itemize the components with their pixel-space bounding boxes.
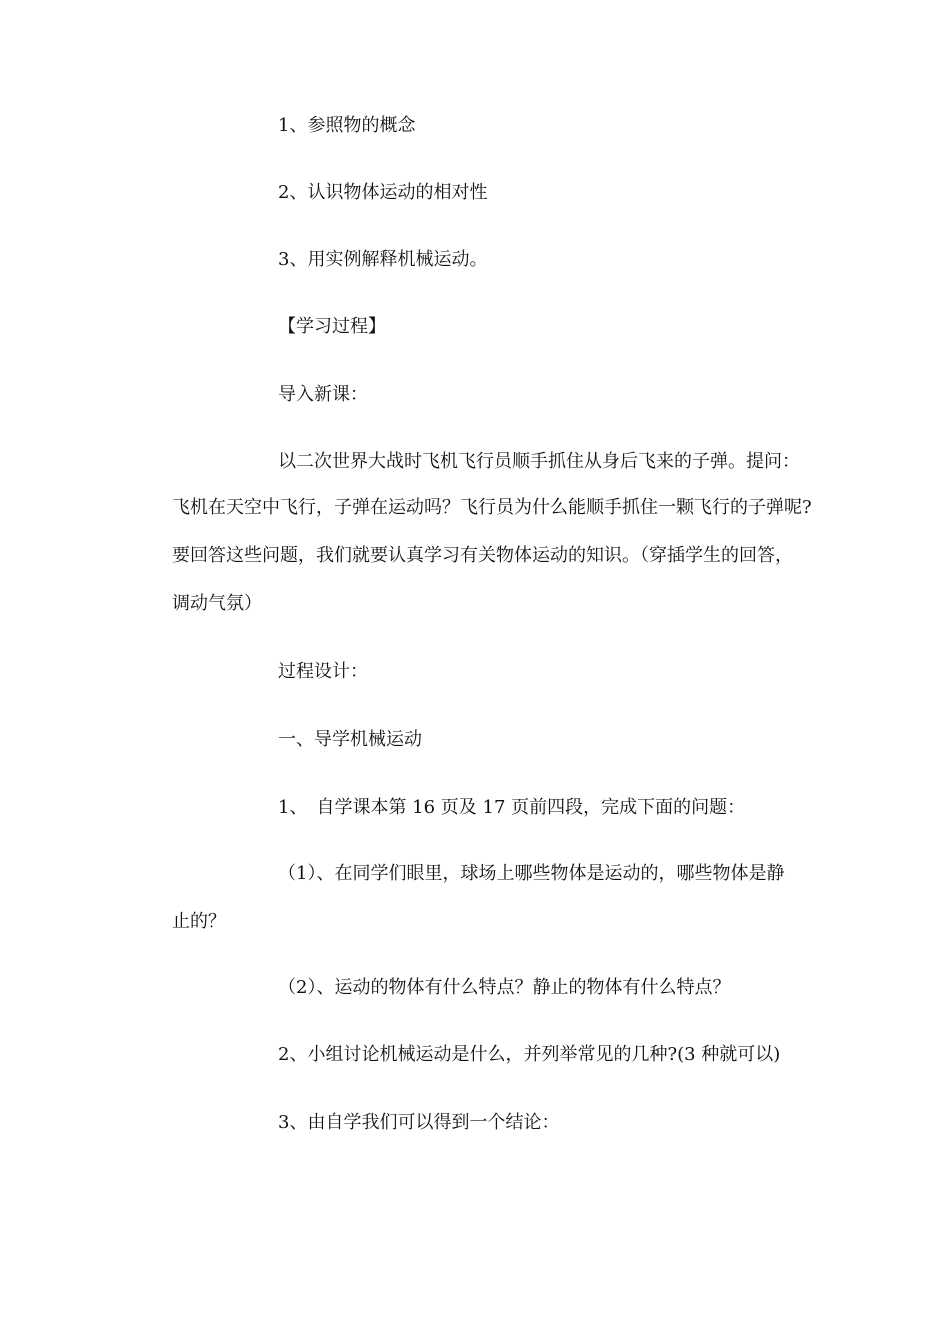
section-1-title: 一、导学机械运动: [278, 729, 422, 750]
objective-3: 3、用实例解释机械运动。: [278, 249, 488, 270]
objective-1: 1、参照物的概念: [278, 115, 416, 136]
question-2: （2）、运动的物体有什么特点？静止的物体有什么特点？: [278, 977, 731, 998]
step-3: 3、由自学我们可以得到一个结论：: [278, 1112, 560, 1133]
intro-paragraph-line-1: 以二次世界大战时飞机飞行员顺手抓住从身后飞来的子弹。提问：: [278, 451, 800, 472]
question-1-line-2: 止的？: [172, 911, 226, 932]
design-label: 过程设计：: [278, 661, 368, 682]
process-heading: 【学习过程】: [278, 316, 386, 337]
question-1-line-1: （1）、在同学们眼里，球场上哪些物体是运动的，哪些物体是静: [278, 863, 785, 884]
step-2: 2、小组讨论机械运动是什么，并列举常见的几种?(3 种就可以): [278, 1044, 781, 1065]
intro-paragraph-line-3: 要回答这些问题，我们就要认真学习有关物体运动的知识。（穿插学生的回答，: [172, 545, 793, 566]
intro-paragraph-line-2: 飞机在天空中飞行，子弹在运动吗？飞行员为什么能顺手抓住一颗飞行的子弹呢?: [172, 497, 812, 518]
intro-label: 导入新课：: [278, 384, 368, 405]
intro-paragraph-line-4: 调动气氛）: [172, 593, 262, 614]
step-1: 1、 自学课本第 16 页及 17 页前四段，完成下面的问题：: [278, 797, 746, 818]
objective-2: 2、认识物体运动的相对性: [278, 182, 488, 203]
